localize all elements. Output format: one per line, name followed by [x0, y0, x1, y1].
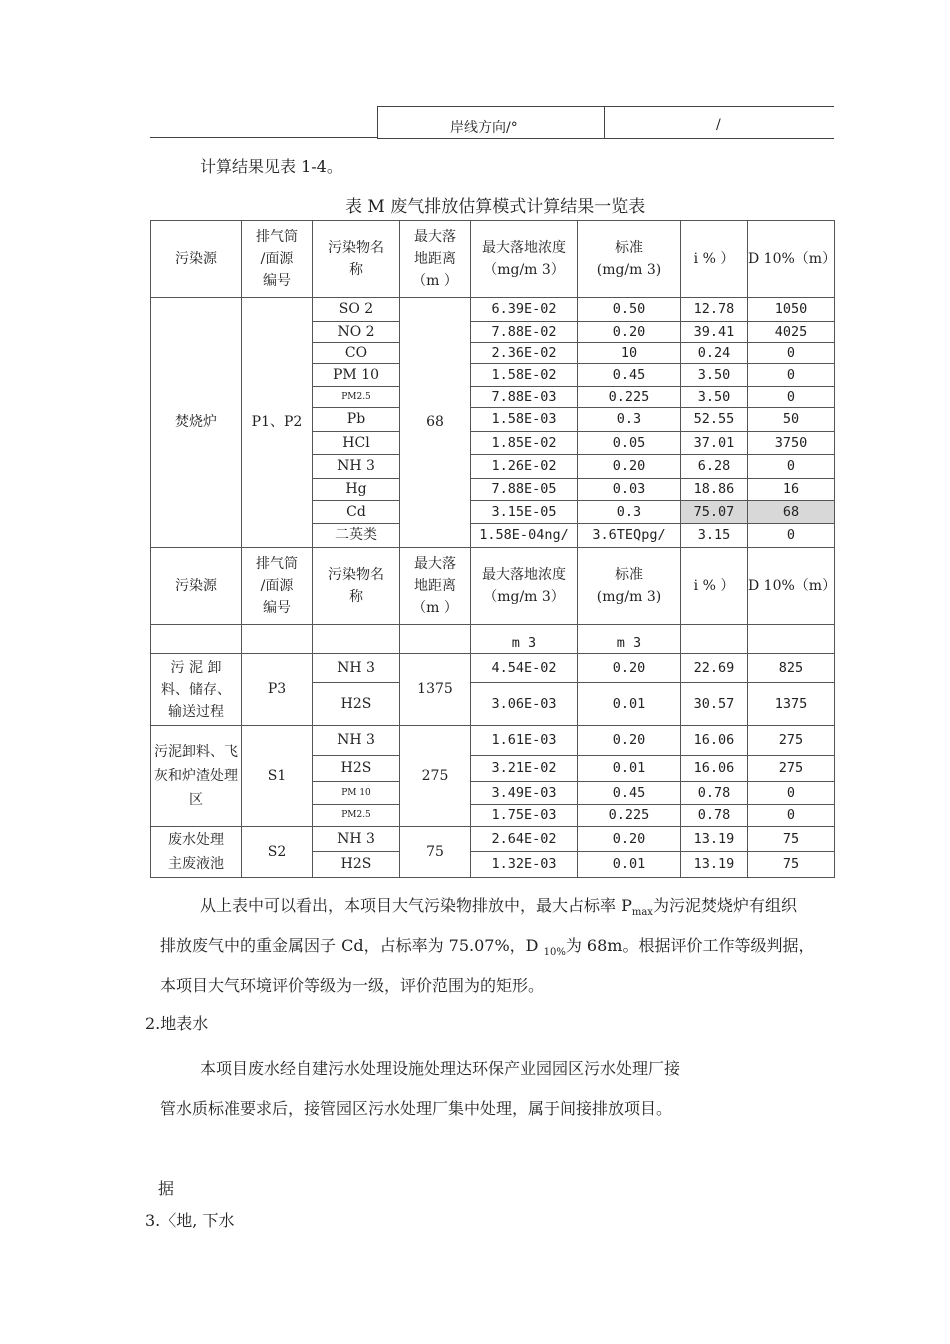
stack-cell: P3 [242, 654, 313, 726]
conc-cell: 3.06E-03 [471, 683, 578, 726]
conc-cell: 3.49E-03 [471, 782, 578, 805]
table-title: 表 M 废气排放估算模式计算结果一览表 [345, 197, 646, 217]
table-row [151, 625, 835, 654]
header-source: 污染源 [151, 221, 242, 298]
pollutant-cell: NH 3 [313, 455, 400, 479]
pi-cell: 0.78 [681, 805, 748, 827]
std-cell: 0.05 [578, 432, 681, 455]
pi-cell: 37.01 [681, 432, 748, 455]
table-row [151, 726, 835, 756]
d10-cell: 75 [748, 852, 835, 878]
surface-water-line-1: 本项目废水经自建污水处理设施处理达环保产业园园区污水处理厂接 [200, 1059, 681, 1078]
distance-cell: 75 [400, 827, 471, 878]
header-standard: 标准 (mg/m 3) [578, 221, 681, 298]
d10-cell: 1375 [748, 683, 835, 726]
std-cell: 0.20 [578, 654, 681, 683]
d10-cell: 75 [748, 827, 835, 852]
pollutant-cell: Cd [313, 501, 400, 524]
d10-cell: 275 [748, 756, 835, 782]
pollutant-cell: 二英类 [313, 524, 400, 548]
conc-cell: 7.88E-02 [471, 322, 578, 343]
pollutant-cell: Hg [313, 479, 400, 501]
std-cell: 0.3 [578, 501, 681, 524]
distance-cell: 68 [400, 298, 471, 548]
pollutant-cell: NH 3 [313, 827, 400, 852]
pi-cell-highlighted: 75.07 [681, 501, 748, 524]
table-row [151, 827, 835, 852]
pollutant-cell: NO 2 [313, 322, 400, 343]
pollutant-cell: PM2.5 [313, 387, 400, 408]
header-distance: 最大落 地距离 （m ） [400, 221, 471, 298]
stack-cell: S2 [242, 827, 313, 878]
std-cell: 0.03 [578, 479, 681, 501]
source-cell: 污 泥 卸 料、储存、 输送过程 [151, 654, 242, 726]
pi-cell: 30.57 [681, 683, 748, 726]
shoreline-direction-value: / [716, 117, 721, 133]
d10-cell: 0 [748, 782, 835, 805]
source-cell: 焚烧炉 [151, 298, 242, 548]
std-cell: 0.01 [578, 756, 681, 782]
section-heading-surface-water: 2.地表水 [145, 1014, 209, 1033]
header-concentration: 最大落地浓度 （mg/m 3） [471, 221, 578, 298]
std-cell: 0.3 [578, 408, 681, 432]
table-fragment-line [150, 137, 377, 138]
table-header-row [151, 548, 835, 625]
conc-cell: 1.58E-04ng/ [471, 524, 578, 548]
conc-cell: 1.75E-03 [471, 805, 578, 827]
section-heading-groundwater: 3.〈地, 下水 [145, 1211, 235, 1230]
pollutant-cell: PM 10 [313, 364, 400, 387]
std-cell: 0.20 [578, 726, 681, 756]
pollutant-cell: Pb [313, 408, 400, 432]
d10-cell: 0 [748, 805, 835, 827]
pi-cell: 0.24 [681, 343, 748, 364]
table-fragment [377, 106, 834, 139]
conc-unit-cell: m 3 [471, 625, 578, 654]
d10-cell: 0 [748, 343, 835, 364]
header-pollutant: 污染物名 称 [313, 221, 400, 298]
conc-cell: 1.85E-02 [471, 432, 578, 455]
std-cell: 0.01 [578, 852, 681, 878]
std-cell: 0.225 [578, 387, 681, 408]
source-cell: 废水处理 主废液池 [151, 827, 242, 878]
std-cell: 0.20 [578, 322, 681, 343]
pi-cell: 22.69 [681, 654, 748, 683]
header-concentration: 最大落地浓度 （mg/m 3） [471, 548, 578, 625]
header-d10: D 10%（m） [748, 221, 835, 298]
header-source: 污染源 [151, 548, 242, 625]
stack-cell: S1 [242, 726, 313, 827]
conclusion-line-3: 本项目大气环境评价等级为一级，评价范围为的矩形。 [160, 976, 545, 995]
pi-cell: 13.19 [681, 827, 748, 852]
std-unit-cell: m 3 [578, 625, 681, 654]
header-stack: 排气筒 /面源 编号 [242, 221, 313, 298]
d10-cell: 1050 [748, 298, 835, 322]
surface-water-line-2: 管水质标准要求后，接管园区污水处理厂集中处理，属于间接排放项目。 [160, 1099, 673, 1118]
header-d10: D 10%（m） [748, 548, 835, 625]
pi-cell: 52.55 [681, 408, 748, 432]
pi-cell: 39.41 [681, 322, 748, 343]
conc-cell: 1.32E-03 [471, 852, 578, 878]
conc-cell: 2.64E-02 [471, 827, 578, 852]
d10-cell: 0 [748, 364, 835, 387]
d10-cell: 3750 [748, 432, 835, 455]
d10-cell: 0 [748, 387, 835, 408]
std-cell: 0.45 [578, 782, 681, 805]
pollutant-cell: NH 3 [313, 726, 400, 756]
source-cell: 污泥卸料、飞 灰和炉渣处理 区 [151, 726, 242, 827]
pi-cell: 3.50 [681, 387, 748, 408]
conc-cell: 4.54E-02 [471, 654, 578, 683]
d10-cell: 4025 [748, 322, 835, 343]
pollutant-cell: H2S [313, 683, 400, 726]
pollutant-cell: H2S [313, 852, 400, 878]
table-row [151, 298, 835, 322]
shoreline-direction-label: 岸线方向/° [450, 120, 518, 136]
pollutant-cell: PM2.5 [313, 805, 400, 827]
conc-cell: 6.39E-02 [471, 298, 578, 322]
conc-cell: 2.36E-02 [471, 343, 578, 364]
intro-text: 计算结果见表 1-4。 [200, 157, 343, 176]
conc-cell: 7.88E-05 [471, 479, 578, 501]
header-distance: 最大落 地距离 （m ） [400, 548, 471, 625]
d10-cell: 275 [748, 726, 835, 756]
header-standard: 标准 (mg/m 3) [578, 548, 681, 625]
conc-cell: 1.58E-03 [471, 408, 578, 432]
pi-cell: 12.78 [681, 298, 748, 322]
pi-cell: 6.28 [681, 455, 748, 479]
d10-cell-highlighted: 68 [748, 501, 835, 524]
pollutant-cell: HCl [313, 432, 400, 455]
conc-cell: 3.15E-05 [471, 501, 578, 524]
conclusion-line-1: 从上表中可以看出，本项目大气污染物排放中，最大占标率 $P_{max}$为污泥焚烧炉有组织 [200, 896, 797, 919]
d10-cell: 16 [748, 479, 835, 501]
std-cell: 0.50 [578, 298, 681, 322]
pollutant-cell: SO 2 [313, 298, 400, 322]
pollutant-cell: PM 10 [313, 782, 400, 805]
d10-cell: 825 [748, 654, 835, 683]
pi-cell: 16.06 [681, 726, 748, 756]
std-cell: 0.45 [578, 364, 681, 387]
header-pi: i % ） [681, 221, 748, 298]
emission-results-table [150, 220, 835, 878]
header-pi: i % ） [681, 548, 748, 625]
std-cell: 10 [578, 343, 681, 364]
std-cell: 0.20 [578, 455, 681, 479]
pi-cell: 0.78 [681, 782, 748, 805]
conc-cell: 7.88E-03 [471, 387, 578, 408]
distance-cell: 275 [400, 726, 471, 827]
pi-cell: 3.15 [681, 524, 748, 548]
d10-cell: 50 [748, 408, 835, 432]
conc-cell: 1.26E-02 [471, 455, 578, 479]
std-cell: 0.01 [578, 683, 681, 726]
conclusion-line-2: 排放废气中的重金属因子 Cd，占标率为 75.07%，D $_{10\%}$为 68m。根据评价工作等级判据， [160, 936, 815, 959]
text-fragment: 据 [158, 1179, 175, 1198]
std-cell: 0.20 [578, 827, 681, 852]
d10-cell: 0 [748, 455, 835, 479]
std-cell: 0.225 [578, 805, 681, 827]
table-header-row [151, 221, 835, 298]
stack-cell: P1、P2 [242, 298, 313, 548]
distance-cell: 1375 [400, 654, 471, 726]
header-stack: 排气筒 /面源 编号 [242, 548, 313, 625]
pi-cell: 13.19 [681, 852, 748, 878]
conc-cell: 1.58E-02 [471, 364, 578, 387]
pi-cell: 16.06 [681, 756, 748, 782]
std-cell: 3.6TEQpg/ [578, 524, 681, 548]
d10-cell: 0 [748, 524, 835, 548]
pi-cell: 3.50 [681, 364, 748, 387]
conc-cell: 3.21E-02 [471, 756, 578, 782]
conc-cell: 1.61E-03 [471, 726, 578, 756]
pi-cell: 18.86 [681, 479, 748, 501]
pollutant-cell: NH 3 [313, 654, 400, 683]
header-pollutant: 污染物名 称 [313, 548, 400, 625]
table-row [151, 654, 835, 683]
pollutant-cell: H2S [313, 756, 400, 782]
pollutant-cell: CO [313, 343, 400, 364]
